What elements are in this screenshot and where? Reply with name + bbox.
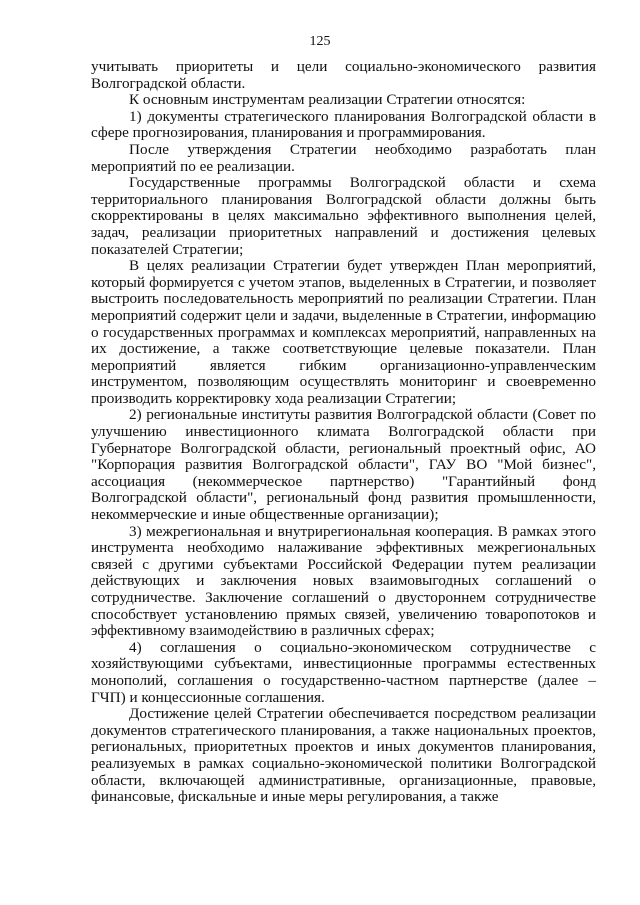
document-body bbox=[91, 59, 596, 806]
paragraph-instruments-intro: К основным инструментам реализации Стратегии относятся: bbox=[129, 91, 526, 109]
paragraph-action-plan: В целях реализации Стратегии будет утвержден План мероприятий, который формируется с учетом этапов, выделенных в Стратегии, и позволяет выстроить последовательность мероприятий по реализации Стратегии. План мероприятий содержит цели и задачи, выделенные в Стратегии, информацию о государственных программах и комплексах мероприятий, направленных на их достижение, а также соответствующие целевые показатели. План мероприятий является гибким организационно-управленческим инструментом, позволяющим осуществлять мониторинг и своевременно производить корректировку хода реализации Стратегии; bbox=[91, 257, 596, 407]
paragraph-goals-achievement: Достижение целей Стратегии обеспечивается посредством реализации документов стратегического планирования, а также национальных проектов, региональных, приоритетных проектов и иных документов планирования, реализуемых в рамках социально-экономической политики Волгоградской области, включающей административные, организационные, правовые, финансовые, фискальные и иные меры регулирования, а также bbox=[91, 705, 596, 806]
page-number: 125 bbox=[309, 34, 331, 49]
paragraph-state-programs: Государственные программы Волгоградской области и схема территориального планирования Волгоградской области должны быть скорректированы в целях максимально эффективного выполнения целей, задач, реализации приоритетных направлений и достижения целевых показателей Стратегии; bbox=[91, 174, 596, 258]
paragraph-item-1: 1) документы стратегического планирования Волгоградской области в сфере прогнозирования, планирования и программирования. bbox=[91, 107, 596, 142]
paragraph-continuation: учитывать приоритеты и цели социально-экономического развития Волгоградской области. bbox=[91, 58, 596, 92]
paragraph-action-plan-need: После утверждения Стратегии необходимо разработать план мероприятий по ее реализации. bbox=[91, 140, 596, 175]
paragraph-item-3: 3) межрегиональная и внутрирегиональная кооперация. В рамках этого инструмента необходимо налаживание эффективных межрегиональных связей с другими субъектами Российской Федерации путем реализации действующих и заключения новых взаимовыгодных соглашений о сотрудничестве. Заключение соглашений о двустороннем сотрудничестве способствует установлению прямых связей, увеличению товаропотоков и эффективному взаимодействию в различных сферах; bbox=[91, 522, 596, 640]
paragraph-item-2: 2) региональные институты развития Волгоградской области (Совет по улучшению инвестиционного климата Волгоградской области при Губернаторе Волгоградской области, региональный проектный офис, АО "Корпорация развития Волгоградской области", ГАУ ВО "Мой бизнес", ассоциация (некоммерческое партнерство) "Гарантийный фонд Волгоградской области", региональный фонд развития промышленности, некоммерческие и иные общественные организации); bbox=[91, 406, 596, 524]
paragraph-item-4: 4) соглашения о социально-экономическом сотрудничестве с хозяйствующими субъектами, инвестиционные программы естественных монополий, соглашения о государственно-частном партнерстве (далее – ГЧП) и концессионные соглашения. bbox=[91, 638, 596, 706]
